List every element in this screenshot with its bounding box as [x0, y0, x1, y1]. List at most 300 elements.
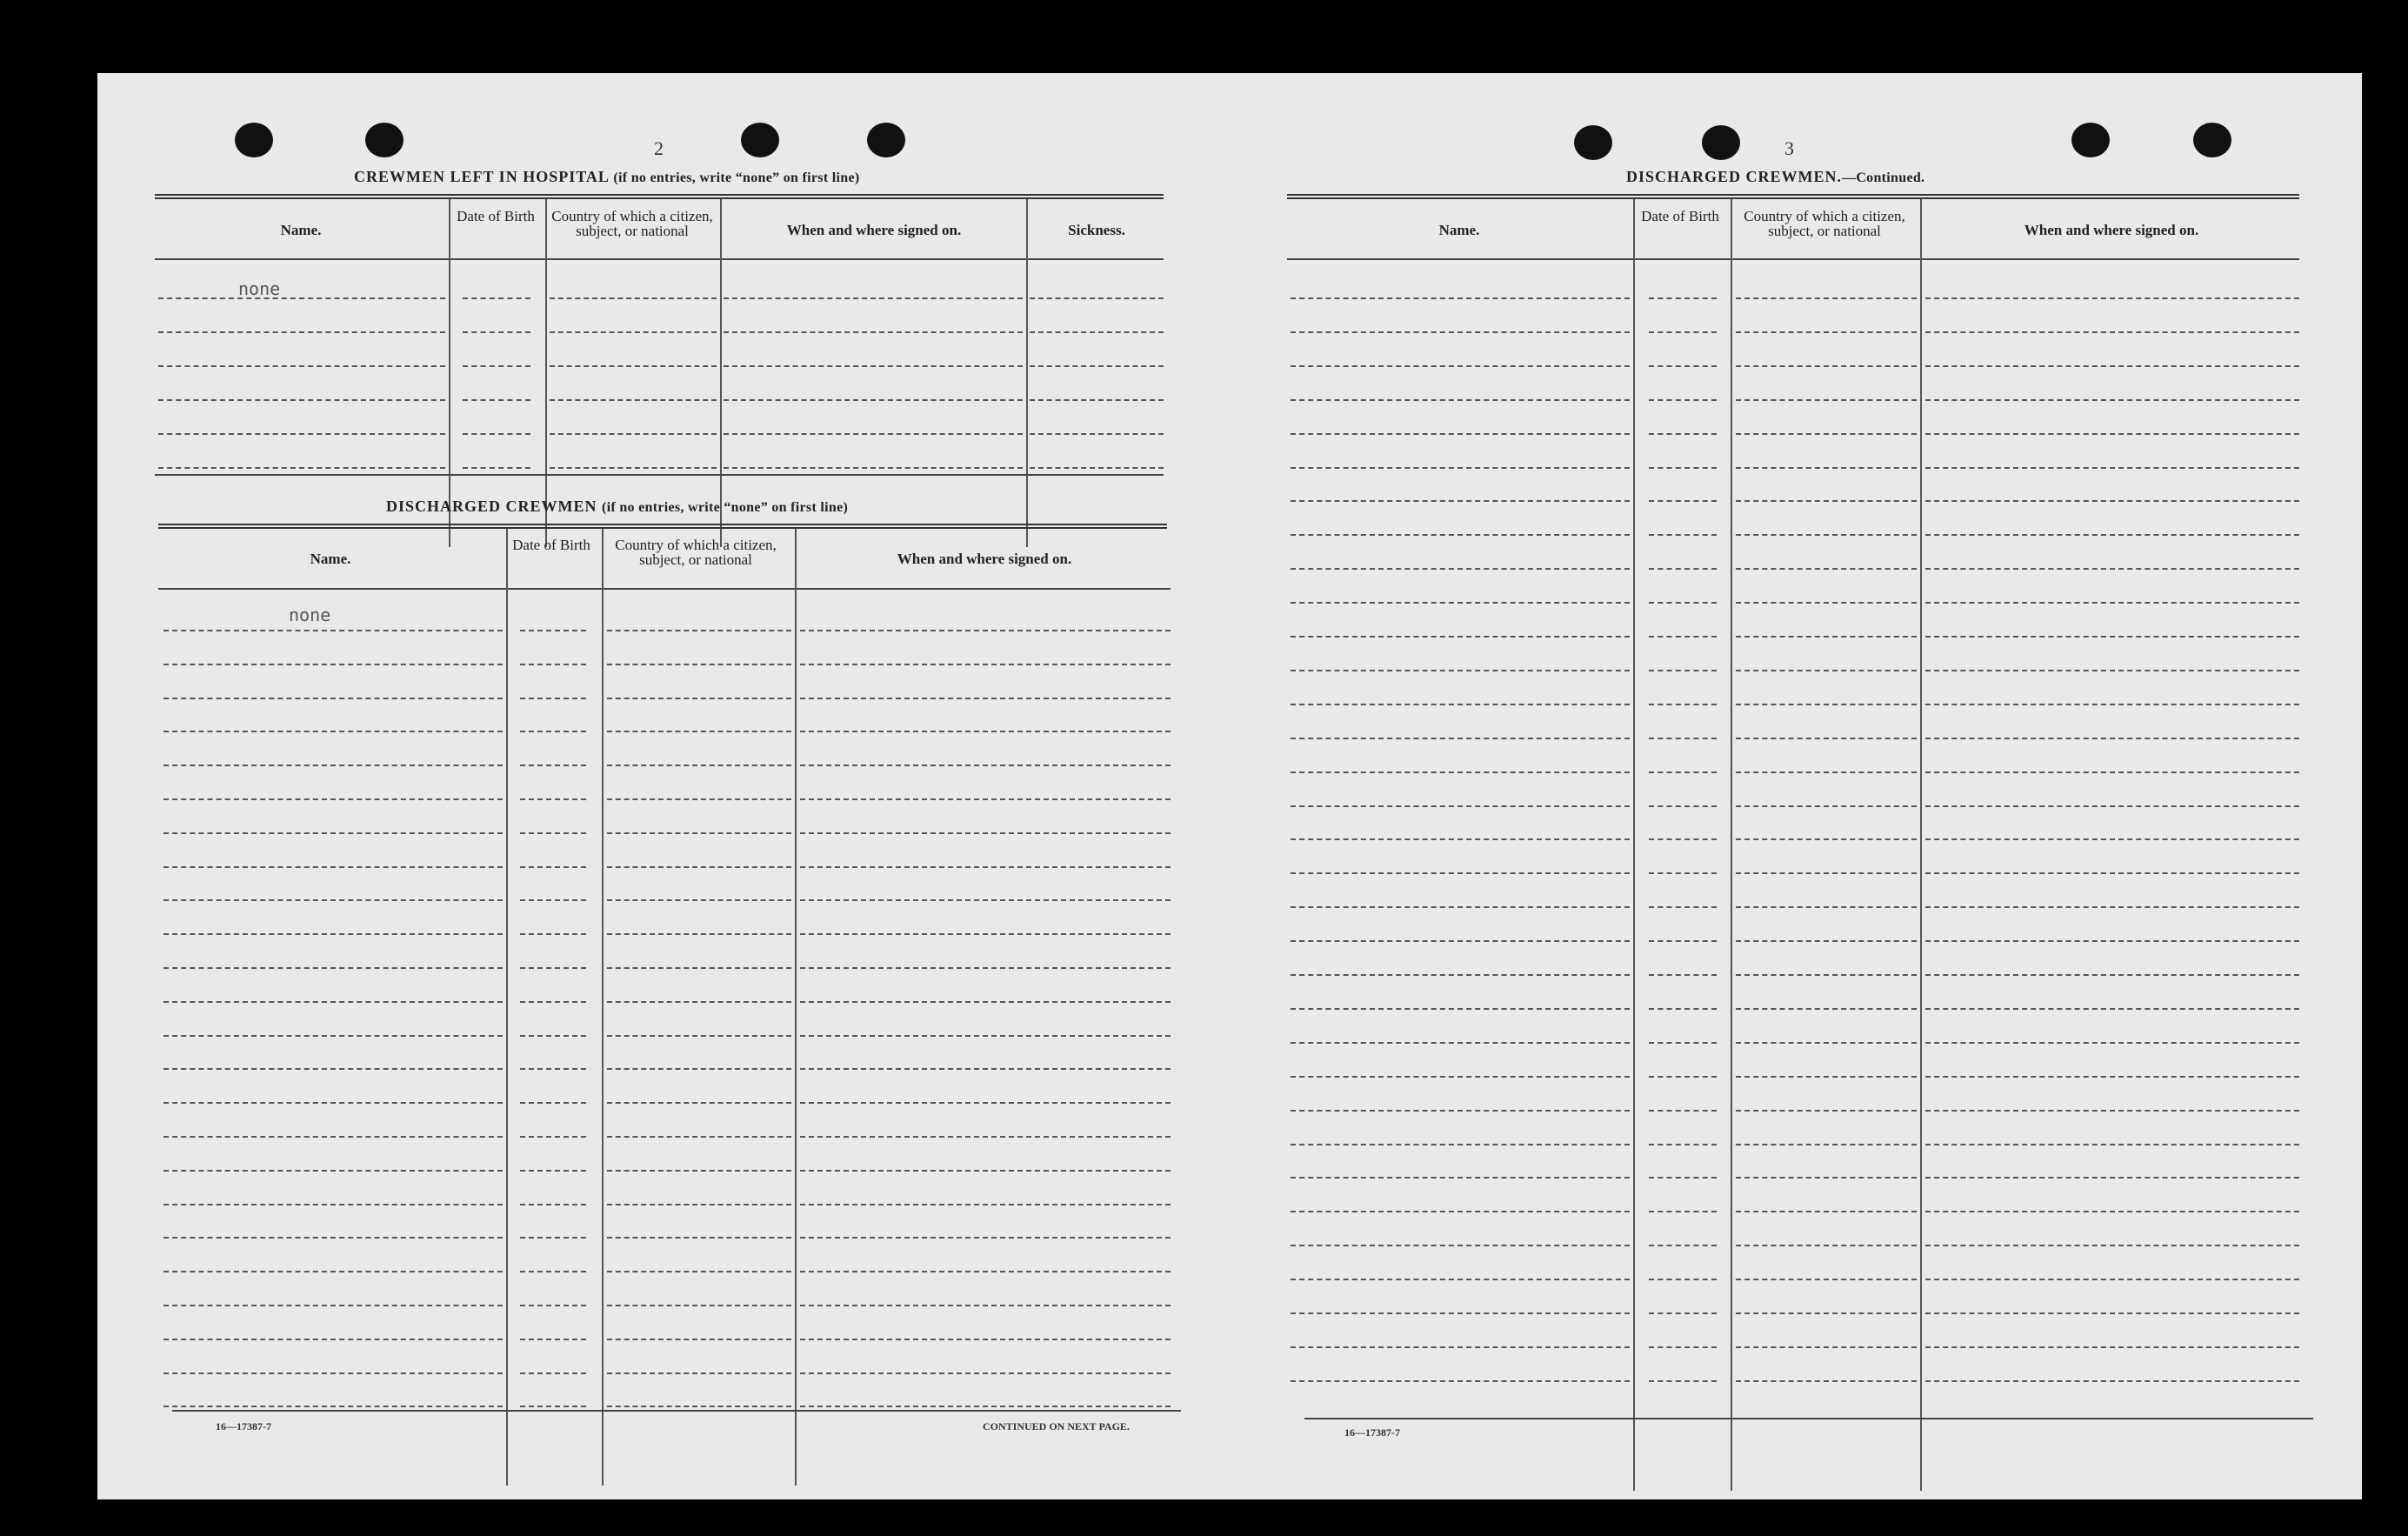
- ruled-line: [1736, 365, 1917, 367]
- ruled-line: [158, 433, 445, 435]
- ruled-line: [1925, 1042, 2299, 1044]
- ruled-line: [1736, 297, 1917, 299]
- ruled-line: [520, 1136, 586, 1138]
- ruled-line: [1649, 1042, 1717, 1044]
- punch-hole: [365, 123, 404, 157]
- ruled-line: [800, 731, 1171, 732]
- hospital-section-title: [354, 168, 859, 186]
- ruled-line: [800, 1372, 1171, 1374]
- ruled-line: [607, 798, 791, 800]
- ruled-line: [163, 933, 503, 935]
- ruled-line: [1030, 399, 1164, 401]
- ruled-line: [724, 467, 1023, 469]
- ruled-line: [163, 1068, 503, 1070]
- ruled-line: [1649, 365, 1717, 367]
- ruled-line: [1736, 805, 1917, 807]
- ruled-line: [158, 467, 445, 469]
- ruled-line: [800, 1102, 1171, 1104]
- ruled-line: [724, 433, 1023, 435]
- ruled-line: [1649, 1279, 1717, 1280]
- right-col-divider: [1633, 199, 1635, 1491]
- ruled-line: [1925, 704, 2299, 705]
- ruled-line: [1649, 399, 1717, 401]
- ruled-line: [1925, 1144, 2299, 1145]
- ruled-line: [1736, 704, 1917, 705]
- punch-hole: [2071, 123, 2110, 157]
- ruled-line: [800, 933, 1171, 935]
- ruled-line: [1925, 568, 2299, 570]
- ruled-line: [1649, 1076, 1717, 1078]
- punch-hole: [235, 123, 273, 157]
- punch-hole: [2193, 123, 2231, 157]
- ruled-line: [1291, 1380, 1630, 1382]
- ruled-line: [1649, 1245, 1717, 1246]
- hospital-col-dob: Date of Birth: [457, 208, 535, 224]
- ruled-line: [1736, 467, 1917, 469]
- hospital-col-divider: [449, 199, 450, 547]
- ruled-line: [1925, 1380, 2299, 1382]
- ruled-line: [1736, 1144, 1917, 1145]
- ruled-line: [1925, 1312, 2299, 1314]
- ruled-line: [1649, 297, 1717, 299]
- ruled-line: [1925, 534, 2299, 536]
- ruled-line: [800, 832, 1171, 834]
- ruled-line: [800, 1170, 1171, 1172]
- ruled-line: [1291, 399, 1630, 401]
- ruled-line: [520, 1372, 586, 1374]
- ruled-line: [800, 1406, 1171, 1407]
- right-top-rule: [1287, 194, 2299, 199]
- hospital-entry-none: none: [238, 278, 281, 299]
- discharged-col-divider: [602, 529, 604, 1486]
- ruled-line: [1736, 738, 1917, 739]
- ruled-line: [607, 933, 791, 935]
- ruled-line: [520, 967, 586, 969]
- ruled-line: [520, 1305, 586, 1306]
- ruled-line: [163, 1102, 503, 1104]
- ruled-line: [1925, 636, 2299, 638]
- ruled-line: [1291, 906, 1630, 908]
- ruled-line: [520, 866, 586, 868]
- ruled-line: [1736, 602, 1917, 604]
- ruled-line: [1925, 1076, 2299, 1078]
- ruled-line: [1925, 399, 2299, 401]
- ruled-line: [1291, 467, 1630, 469]
- punch-hole: [741, 123, 779, 157]
- ruled-line: [1649, 805, 1717, 807]
- ruled-line: [1925, 1346, 2299, 1348]
- ruled-line: [1736, 1211, 1917, 1212]
- right-header-rule: [1287, 258, 2299, 260]
- ruled-line: [1291, 974, 1630, 976]
- ruled-line: [1291, 738, 1630, 739]
- ruled-line: [163, 798, 503, 800]
- hospital-col-divider: [1026, 199, 1028, 547]
- ruled-line: [1736, 1346, 1917, 1348]
- ruled-line: [1291, 872, 1630, 874]
- ruled-line: [800, 630, 1171, 631]
- right-bottom-rule: [1304, 1418, 2313, 1419]
- ruled-line: [520, 698, 586, 699]
- ruled-line: [520, 1406, 586, 1407]
- ruled-line: [1736, 1245, 1917, 1246]
- ruled-line: [1736, 1380, 1917, 1382]
- ruled-line: [1649, 534, 1717, 536]
- ruled-line: [1649, 1110, 1717, 1112]
- ruled-line: [1925, 1211, 2299, 1212]
- ruled-line: [1736, 771, 1917, 773]
- ruled-line: [607, 967, 791, 969]
- ruled-line: [1649, 500, 1717, 502]
- ruled-line: [520, 1339, 586, 1340]
- ruled-line: [1291, 1346, 1630, 1348]
- ruled-line: [1925, 1279, 2299, 1280]
- ruled-line: [1925, 331, 2299, 333]
- ruled-line: [163, 1001, 503, 1003]
- ruled-line: [163, 664, 503, 665]
- ruled-line: [1649, 467, 1717, 469]
- ruled-line: [1649, 1312, 1717, 1314]
- ruled-line: [1925, 433, 2299, 435]
- hospital-header-rule: [155, 258, 1164, 260]
- ruled-line: [1649, 670, 1717, 671]
- ruled-line: [800, 1035, 1171, 1037]
- ruled-line: [1291, 670, 1630, 671]
- punch-hole: [1702, 125, 1740, 160]
- ruled-line: [1649, 602, 1717, 604]
- ruled-line: [607, 1102, 791, 1104]
- continued-note: CONTINUED ON NEXT PAGE.: [983, 1420, 1130, 1432]
- ruled-line: [520, 832, 586, 834]
- ruled-line: [1649, 872, 1717, 874]
- ruled-line: [1736, 838, 1917, 840]
- discharged-col-signed-on: When and where signed on.: [897, 551, 1072, 567]
- ruled-line: [463, 365, 530, 367]
- ruled-line: [800, 1001, 1171, 1003]
- ruled-line: [163, 698, 503, 699]
- ruled-line: [607, 1204, 791, 1205]
- ruled-line: [520, 1237, 586, 1239]
- discharged-col-divider: [795, 529, 797, 1486]
- discharged-col-name: Name.: [310, 551, 351, 567]
- ruled-line: [163, 1237, 503, 1239]
- ruled-line: [1291, 771, 1630, 773]
- ruled-line: [1649, 838, 1717, 840]
- ruled-line: [1649, 906, 1717, 908]
- right-col-country: Country of which a citizen, subject, or national: [1744, 208, 1905, 239]
- ruled-line: [1291, 838, 1630, 840]
- ruled-line: [158, 365, 445, 367]
- ruled-line: [1925, 1008, 2299, 1010]
- ruled-line: [163, 1271, 503, 1272]
- hospital-col-signed-on: When and where signed on.: [786, 222, 962, 238]
- ruled-line: [1030, 433, 1164, 435]
- ruled-line: [1925, 1110, 2299, 1112]
- ruled-line: [163, 1305, 503, 1306]
- ruled-line: [1736, 1042, 1917, 1044]
- ruled-line: [1649, 1177, 1717, 1179]
- ruled-line: [800, 899, 1171, 901]
- ruled-line: [607, 1372, 791, 1374]
- form-number-right: 16—17387-7: [1344, 1426, 1400, 1439]
- ruled-line: [1736, 940, 1917, 942]
- right-title-text: DISCHARGED CREWMEN.: [1626, 168, 1843, 185]
- hospital-col-sickness: Sickness.: [1068, 222, 1125, 238]
- ruled-line: [163, 1372, 503, 1374]
- ruled-line: [607, 1237, 791, 1239]
- ruled-line: [1736, 534, 1917, 536]
- ruled-line: [800, 1136, 1171, 1138]
- discharged-col-country: Country of which a citizen, subject, or national: [615, 537, 777, 568]
- ruled-line: [1649, 331, 1717, 333]
- right-col-name: Name.: [1438, 222, 1480, 238]
- punch-hole: [1574, 125, 1612, 160]
- ruled-line: [1291, 636, 1630, 638]
- ruled-line: [163, 630, 503, 631]
- hospital-bottom-rule: [155, 474, 1164, 476]
- discharged-entry-none: none: [289, 604, 331, 625]
- ruled-line: [607, 630, 791, 631]
- ruled-line: [607, 1136, 791, 1138]
- ruled-line: [607, 1271, 791, 1272]
- ruled-line: [163, 1204, 503, 1205]
- ruled-line: [463, 467, 530, 469]
- ruled-line: [520, 765, 586, 766]
- right-title-suffix: —Continued.: [1842, 170, 1925, 185]
- ruled-line: [1649, 1144, 1717, 1145]
- hospital-col-divider: [545, 199, 547, 547]
- ruled-line: [607, 1406, 791, 1407]
- ruled-line: [607, 866, 791, 868]
- ruled-line: [550, 399, 717, 401]
- hospital-title-text: CREWMEN LEFT IN HOSPITAL: [354, 168, 609, 185]
- ruled-line: [520, 933, 586, 935]
- ruled-line: [607, 731, 791, 732]
- ruled-line: [1291, 1042, 1630, 1044]
- ruled-line: [1736, 1110, 1917, 1112]
- ruled-line: [163, 832, 503, 834]
- hospital-col-name: Name.: [280, 222, 322, 238]
- ruled-line: [163, 1406, 503, 1407]
- ruled-line: [1291, 602, 1630, 604]
- ruled-line: [800, 1237, 1171, 1239]
- ruled-line: [1291, 1211, 1630, 1212]
- discharged-col-divider: [506, 529, 508, 1486]
- ruled-line: [1030, 297, 1164, 299]
- ruled-line: [1736, 974, 1917, 976]
- ruled-line: [163, 967, 503, 969]
- ruled-line: [1291, 500, 1630, 502]
- ruled-line: [1925, 771, 2299, 773]
- ruled-line: [800, 866, 1171, 868]
- ruled-line: [158, 297, 445, 299]
- ruled-line: [1649, 1346, 1717, 1348]
- ruled-line: [520, 798, 586, 800]
- ruled-line: [800, 1068, 1171, 1070]
- ruled-line: [800, 1204, 1171, 1205]
- ruled-line: [800, 765, 1171, 766]
- ruled-line: [1649, 974, 1717, 976]
- ruled-line: [1736, 331, 1917, 333]
- ruled-line: [1925, 838, 2299, 840]
- ruled-line: [1925, 738, 2299, 739]
- ruled-line: [520, 1204, 586, 1205]
- ruled-line: [520, 1102, 586, 1104]
- ruled-line: [163, 1339, 503, 1340]
- ruled-line: [607, 832, 791, 834]
- ruled-line: [1649, 1380, 1717, 1382]
- ruled-line: [607, 1305, 791, 1306]
- ruled-line: [1925, 670, 2299, 671]
- discharged-instruction: (if no entries, write “none” on first line): [602, 500, 849, 515]
- ruled-line: [163, 1136, 503, 1138]
- ruled-line: [520, 1170, 586, 1172]
- ruled-line: [724, 331, 1023, 333]
- ruled-line: [520, 1068, 586, 1070]
- ruled-line: [724, 297, 1023, 299]
- ruled-line: [463, 399, 530, 401]
- ruled-line: [463, 433, 530, 435]
- ruled-line: [550, 365, 717, 367]
- discharged-col-dob: Date of Birth: [512, 537, 590, 553]
- ruled-line: [163, 866, 503, 868]
- ruled-line: [1291, 297, 1630, 299]
- ruled-line: [1736, 872, 1917, 874]
- ruled-line: [1736, 906, 1917, 908]
- ruled-line: [1736, 433, 1917, 435]
- right-section-title: [1626, 168, 1924, 186]
- ruled-line: [520, 1035, 586, 1037]
- ruled-line: [550, 433, 717, 435]
- ruled-line: [1291, 1110, 1630, 1112]
- ruled-line: [1925, 805, 2299, 807]
- ruled-line: [607, 1035, 791, 1037]
- ruled-line: [1736, 1177, 1917, 1179]
- hospital-col-divider: [720, 199, 722, 547]
- ruled-line: [1030, 467, 1164, 469]
- right-col-divider: [1731, 199, 1732, 1491]
- discharged-title-text: DISCHARGED CREWMEN: [386, 498, 597, 515]
- ruled-line: [1291, 940, 1630, 942]
- ruled-line: [1925, 940, 2299, 942]
- ruled-line: [1649, 940, 1717, 942]
- ruled-line: [520, 664, 586, 665]
- ruled-line: [1291, 1245, 1630, 1246]
- ruled-line: [1291, 1008, 1630, 1010]
- ruled-line: [1291, 365, 1630, 367]
- ruled-line: [1291, 805, 1630, 807]
- ruled-line: [1030, 331, 1164, 333]
- right-col-dob: Date of Birth: [1641, 208, 1719, 224]
- ruled-line: [1925, 1245, 2299, 1246]
- ruled-line: [724, 365, 1023, 367]
- ruled-line: [550, 297, 717, 299]
- ruled-line: [1291, 433, 1630, 435]
- ruled-line: [1649, 636, 1717, 638]
- ruled-line: [1291, 1076, 1630, 1078]
- ruled-line: [1649, 568, 1717, 570]
- ruled-line: [607, 765, 791, 766]
- ruled-line: [800, 664, 1171, 665]
- ruled-line: [800, 967, 1171, 969]
- ruled-line: [1736, 399, 1917, 401]
- ruled-line: [1736, 670, 1917, 671]
- ruled-line: [1925, 974, 2299, 976]
- ruled-line: [1736, 1279, 1917, 1280]
- ruled-line: [1291, 704, 1630, 705]
- discharged-header-rule: [158, 588, 1171, 590]
- ruled-line: [724, 399, 1023, 401]
- ruled-line: [607, 1339, 791, 1340]
- ruled-line: [1291, 568, 1630, 570]
- ruled-line: [1736, 568, 1917, 570]
- ruled-line: [1925, 602, 2299, 604]
- ruled-line: [1736, 500, 1917, 502]
- ruled-line: [607, 899, 791, 901]
- ruled-line: [520, 731, 586, 732]
- ruled-line: [1736, 1008, 1917, 1010]
- hospital-instruction: (if no entries, write “none” on first line): [613, 170, 860, 185]
- ruled-line: [1291, 331, 1630, 333]
- ruled-line: [607, 1001, 791, 1003]
- ruled-line: [1030, 365, 1164, 367]
- ruled-line: [1291, 1312, 1630, 1314]
- ruled-line: [800, 698, 1171, 699]
- ruled-line: [1925, 467, 2299, 469]
- ruled-line: [520, 1001, 586, 1003]
- ruled-line: [607, 698, 791, 699]
- ruled-line: [607, 1068, 791, 1070]
- ruled-line: [1649, 738, 1717, 739]
- ruled-line: [1736, 1312, 1917, 1314]
- ruled-line: [1925, 872, 2299, 874]
- ruled-line: [1925, 906, 2299, 908]
- form-number-left: 16—17387-7: [216, 1420, 271, 1432]
- ruled-line: [1649, 1211, 1717, 1212]
- ruled-line: [520, 1271, 586, 1272]
- ruled-line: [163, 765, 503, 766]
- ruled-line: [1925, 365, 2299, 367]
- ruled-line: [158, 331, 445, 333]
- ruled-line: [800, 1339, 1171, 1340]
- ruled-line: [163, 1170, 503, 1172]
- document-sheet: [97, 73, 2362, 1499]
- discharged-bottom-rule: [172, 1410, 1181, 1412]
- discharged-top-rule: [158, 524, 1167, 529]
- ruled-line: [163, 899, 503, 901]
- ruled-line: [1291, 1279, 1630, 1280]
- ruled-line: [163, 1035, 503, 1037]
- page-number-left: 2: [654, 137, 664, 159]
- page-number-right: 3: [1784, 137, 1794, 159]
- ruled-line: [800, 1305, 1171, 1306]
- ruled-line: [607, 664, 791, 665]
- hospital-col-country: Country of which a citizen, subject, or national: [551, 208, 713, 239]
- ruled-line: [1925, 297, 2299, 299]
- right-col-signed-on: When and where signed on.: [2024, 222, 2199, 238]
- ruled-line: [1649, 704, 1717, 705]
- ruled-line: [1649, 433, 1717, 435]
- ruled-line: [1291, 1177, 1630, 1179]
- ruled-line: [520, 630, 586, 631]
- ruled-line: [550, 467, 717, 469]
- ruled-line: [800, 798, 1171, 800]
- ruled-line: [1291, 1144, 1630, 1145]
- right-col-divider: [1920, 199, 1922, 1491]
- ruled-line: [1925, 1177, 2299, 1179]
- ruled-line: [163, 731, 503, 732]
- ruled-line: [800, 1271, 1171, 1272]
